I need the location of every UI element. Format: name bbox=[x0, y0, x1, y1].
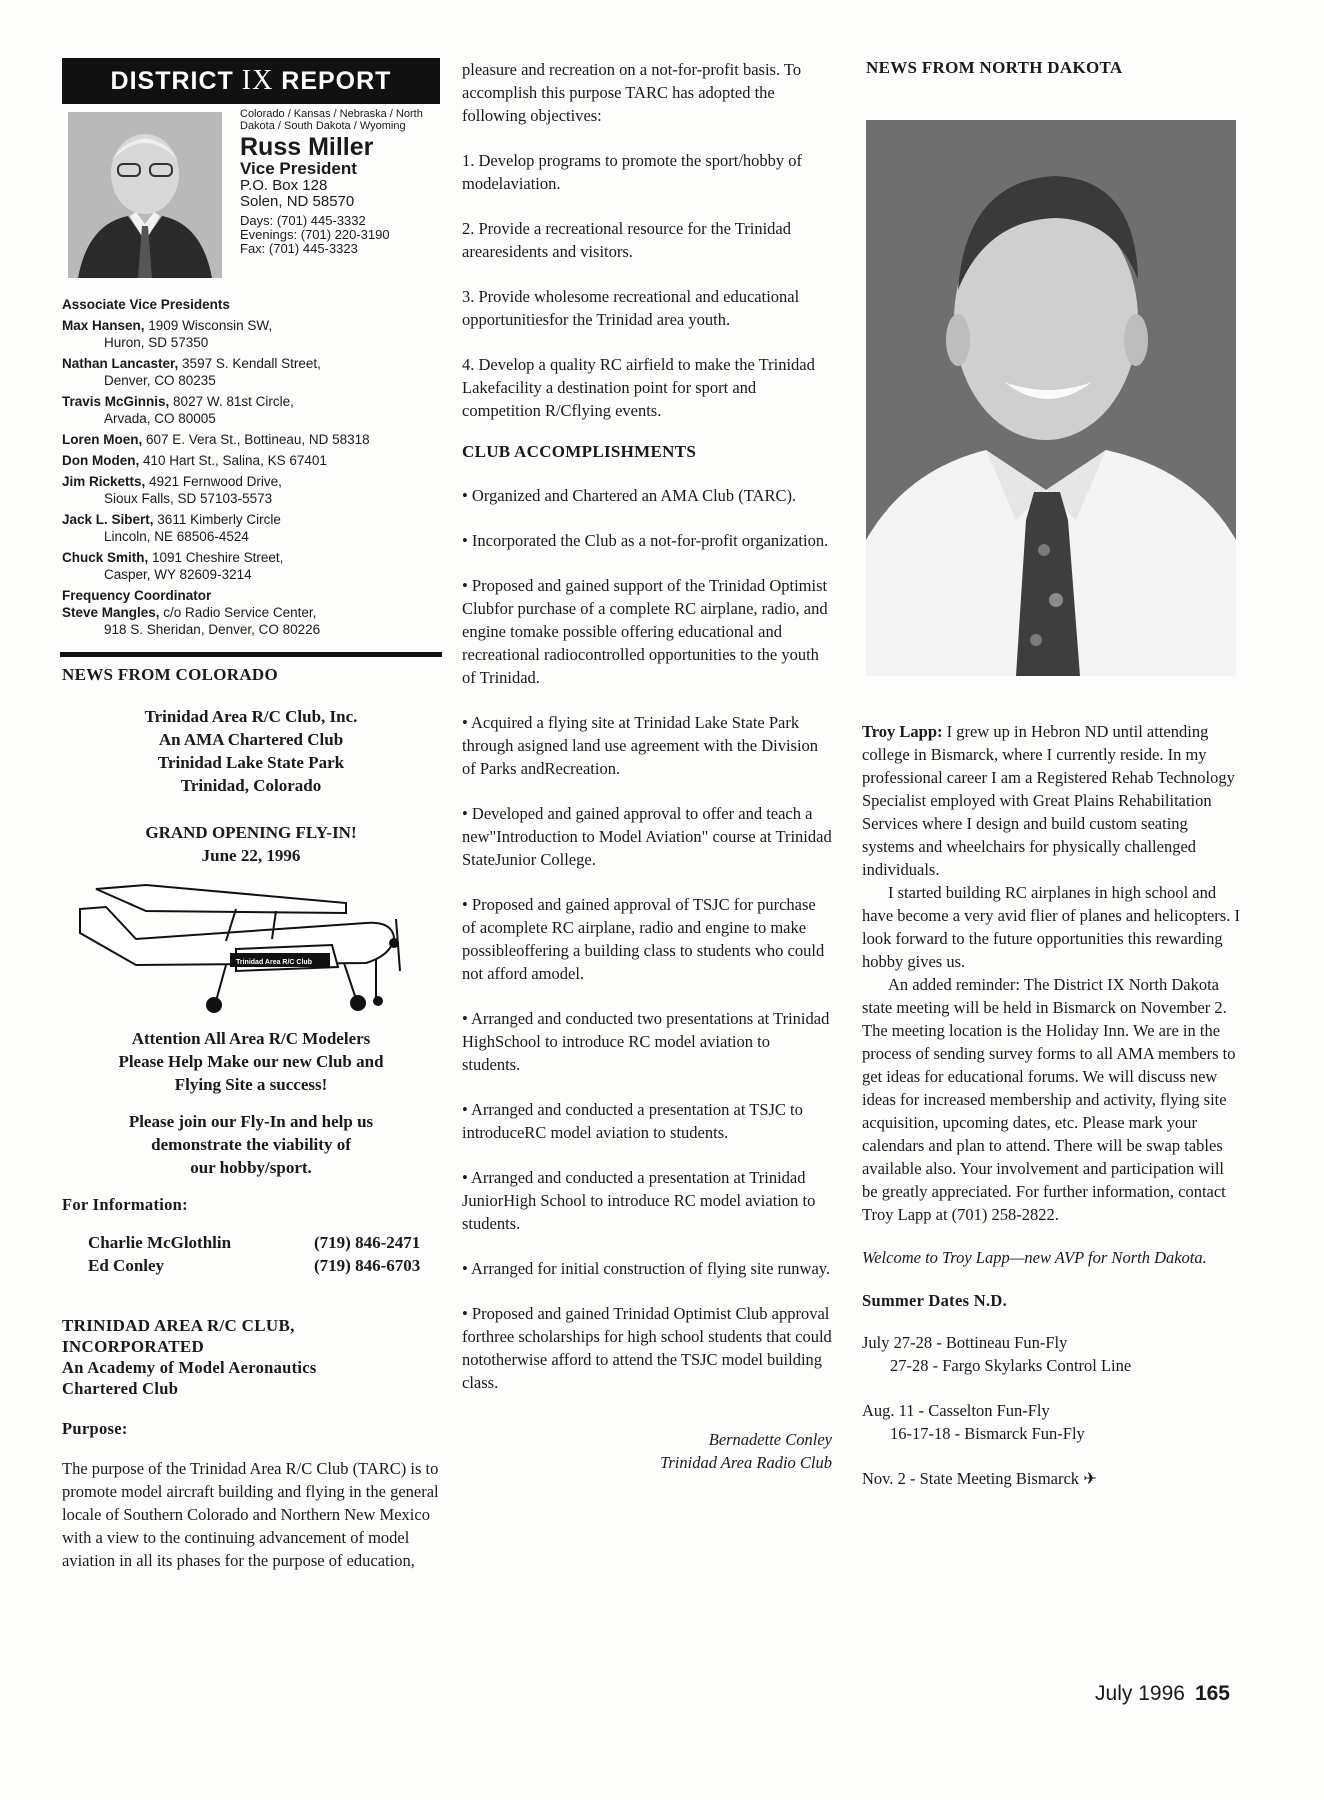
purpose-heading: Purpose: bbox=[62, 1419, 128, 1438]
attention-line: Flying Site a success! bbox=[174, 1075, 328, 1094]
assoc-line1: 607 E. Vera St., Bottineau, ND 58318 bbox=[142, 432, 370, 447]
info-heading: For Information: bbox=[62, 1195, 188, 1214]
bio-paragraph-3: An added reminder: The District IX North Dakota state meeting will be held in Bismarck on November 2. The meeting location is the Holiday Inn. We are in the process of sending survey forms to all AMA members to get ideas for educational forums. We will discuss new ideas for increased membership and activity, flying site acquisition, upcoming dates, etc. Please mark your calendars and plan to attend. There will be swap tables available also. Your involvement and participation will be greatly appreciated. For further information, contact Troy Lapp at (701) 258-2822. bbox=[862, 975, 1236, 1224]
accomplishment-item: • Acquired a flying site at Trinidad Lake State Park through asigned land use agreement with the Division of Parks andRecreation. bbox=[462, 713, 819, 778]
freq-name: Steve Mangles, bbox=[62, 605, 160, 620]
event-line: June 22, 1996 bbox=[201, 846, 301, 865]
summer-dates-heading: Summer Dates N.D. bbox=[862, 1291, 1008, 1310]
bio-name: Troy Lapp: bbox=[862, 722, 943, 741]
date-july-2: 27-28 - Fargo Skylarks Control Line bbox=[890, 1356, 1132, 1375]
freq-heading: Frequency Coordinator bbox=[62, 588, 212, 603]
join-message bbox=[62, 1110, 440, 1179]
signature-club: Trinidad Area Radio Club bbox=[660, 1453, 832, 1472]
assoc-line2: Lincoln, NE 68506-4524 bbox=[104, 529, 249, 544]
spacer bbox=[462, 1076, 832, 1098]
accomplishment-item: • Proposed and gained support of the Trinidad Optimist Clubfor purchase of a complete RC airplane, radio, and engine tomake possible offering educational and recreational radiocontrolled opportunities to the youth of Trinidad. bbox=[462, 576, 828, 687]
bio-paragraph-2: I started building RC airplanes in high school and have become a very avid flier of planes and helicopters. I look forward to the future opportunities this rewarding hobby gives us. bbox=[862, 883, 1240, 971]
accomplishment-item: • Arranged and conducted two presentations at Trinidad HighSchool to introduce RC model aviation to students. bbox=[462, 1009, 830, 1074]
freq-coordinator bbox=[62, 604, 440, 638]
accomplishment-item: • Developed and gained approval to offer and teach a new"Introduction to Model Aviation" course at Trinidad StateJunior College. bbox=[462, 804, 832, 869]
section-divider bbox=[60, 652, 442, 657]
accomplishments-list bbox=[462, 462, 832, 1394]
join-line: Please join our Fly-In and help us bbox=[128, 1112, 374, 1131]
spacer bbox=[462, 1235, 832, 1257]
bio-text-1: I grew up in Hebron ND until attending college in Bismarck, where I currently reside. In my professional career I am a Registered Rehab Technology Specialist employed with Great Plains Rehabilitation Services where I design and build custom seating systems and wheelchairs for physically challenged individuals. bbox=[862, 722, 1235, 879]
spacer bbox=[462, 780, 832, 802]
vp-name: Russ Miller bbox=[240, 133, 374, 161]
club-sub-line: Chartered Club bbox=[62, 1379, 179, 1398]
objective-item: 2. Provide a recreational resource for the Trinidad arearesidents and visitors. bbox=[462, 219, 791, 261]
assoc-entry bbox=[62, 317, 440, 351]
assoc-name: Loren Moen, bbox=[62, 432, 143, 447]
banner-suffix: REPORT bbox=[281, 67, 392, 95]
accomplishment-item: • Organized and Chartered an AMA Club (TARC). bbox=[462, 486, 797, 505]
assoc-line1: 1909 Wisconsin SW, bbox=[144, 318, 273, 333]
accomplishment-item: • Incorporated the Club as a not-for-profit organization. bbox=[462, 531, 829, 550]
join-line: our hobby/sport. bbox=[190, 1158, 312, 1177]
banner-roman: IX bbox=[241, 65, 274, 96]
objective-item: 3. Provide wholesome recreational and educational opportunitiesfor the Trinidad area youth. bbox=[462, 287, 800, 329]
club-name-line: INCORPORATED bbox=[62, 1337, 205, 1356]
left-column bbox=[62, 58, 440, 1572]
date-july-1: July 27-28 - Bottineau Fun-Fly bbox=[862, 1333, 1068, 1352]
date-aug-1: Aug. 11 - Casselton Fun-Fly bbox=[862, 1401, 1050, 1420]
vp-address-line1: P.O. Box 128 bbox=[240, 177, 328, 194]
spacer bbox=[462, 195, 832, 217]
north-dakota-heading: NEWS FROM NORTH DAKOTA bbox=[866, 58, 1123, 77]
club-announcement bbox=[62, 705, 440, 797]
issue-date: July 1996 bbox=[1095, 1682, 1185, 1705]
accomplishment-item: • Proposed and gained Trinidad Optimist Club approval forthree scholarships for high school students that could nototherwise afford to attend the TSJC model building class. bbox=[462, 1304, 832, 1392]
spacer bbox=[462, 263, 832, 285]
spacer bbox=[462, 985, 832, 1007]
attention-line: Please Help Make our new Club and bbox=[118, 1052, 384, 1071]
assoc-name: Chuck Smith, bbox=[62, 550, 149, 565]
purpose-continued: pleasure and recreation on a not-for-profit basis. To accomplish this purpose TARC has adopted the following objectives: bbox=[462, 60, 802, 125]
right-column bbox=[862, 58, 1240, 1490]
assoc-entry bbox=[62, 511, 440, 545]
spacer bbox=[462, 331, 832, 353]
club-line: Trinidad Area R/C Club, Inc. bbox=[144, 707, 358, 726]
freq-line1: c/o Radio Service Center, bbox=[159, 605, 317, 620]
summer-dates-list bbox=[862, 1331, 1240, 1490]
district-banner bbox=[62, 58, 440, 104]
assoc-line1: 4921 Fernwood Drive, bbox=[145, 474, 282, 489]
accomplishment-item: • Arranged and conducted a presentation at TSJC to introduceRC model aviation to students. bbox=[462, 1100, 803, 1142]
assoc-entries bbox=[62, 317, 440, 583]
assoc-name: Jim Ricketts, bbox=[62, 474, 146, 489]
contact-name: Ed Conley bbox=[88, 1256, 165, 1275]
banner-prefix: DISTRICT bbox=[110, 67, 234, 95]
club-line: Trinidad Lake State Park bbox=[157, 753, 345, 772]
bio-paragraph-1 bbox=[862, 720, 1240, 881]
assoc-heading: Associate Vice Presidents bbox=[62, 297, 230, 312]
contact-phone: (719) 846-6703 bbox=[314, 1256, 421, 1275]
assoc-line1: 3597 S. Kendall Street, bbox=[178, 356, 321, 371]
grand-opening bbox=[62, 821, 440, 867]
assoc-name: Max Hansen, bbox=[62, 318, 145, 333]
assoc-line2: Huron, SD 57350 bbox=[104, 335, 209, 350]
club-line: Trinidad, Colorado bbox=[180, 776, 322, 795]
assoc-name: Travis McGinnis, bbox=[62, 394, 170, 409]
club-line: An AMA Chartered Club bbox=[158, 730, 344, 749]
accomplishment-item: • Proposed and gained approval of TSJC for purchase of acomplete RC airplane, radio and engine to make possibleoffering a building class to students who could not afford amodel. bbox=[462, 895, 825, 983]
assoc-line1: 1091 Cheshire Street, bbox=[148, 550, 284, 565]
attention-message bbox=[62, 1027, 440, 1096]
assoc-line1: 410 Hart St., Salina, KS 67401 bbox=[139, 453, 327, 468]
vp-fax: Fax: (701) 445-3323 bbox=[240, 241, 358, 256]
page-footer bbox=[1095, 1682, 1230, 1706]
freq-line2: 918 S. Sheridan, Denver, CO 80226 bbox=[104, 622, 321, 637]
assoc-name: Don Moden, bbox=[62, 453, 140, 468]
assoc-entry bbox=[62, 355, 440, 389]
spacer bbox=[462, 127, 832, 149]
signature-name: Bernadette Conley bbox=[708, 1430, 832, 1449]
assoc-entry bbox=[62, 549, 440, 583]
assoc-line1: 3611 Kimberly Circle bbox=[153, 512, 281, 527]
spacer bbox=[462, 871, 832, 893]
middle-column bbox=[462, 58, 832, 1474]
vp-evenings-phone: Evenings: (701) 220-3190 bbox=[240, 227, 390, 242]
airplane-icon: ✈ bbox=[1083, 1469, 1098, 1488]
assoc-line2: Casper, WY 82609-3214 bbox=[104, 567, 252, 582]
assoc-name: Nathan Lancaster, bbox=[62, 356, 179, 371]
welcome-note: Welcome to Troy Lapp—new AVP for North Dakota. bbox=[862, 1248, 1207, 1267]
vp-contact-info bbox=[240, 108, 440, 256]
assoc-entry bbox=[62, 431, 440, 448]
club-sub-line: An Academy of Model Aeronautics bbox=[62, 1358, 317, 1377]
date-aug-2: 16-17-18 - Bismarck Fun-Fly bbox=[890, 1424, 1085, 1443]
assoc-line1: 8027 W. 81st Circle, bbox=[169, 394, 294, 409]
troy-lapp-photo bbox=[866, 120, 1236, 676]
colorado-heading: NEWS FROM COLORADO bbox=[62, 665, 279, 684]
event-line: GRAND OPENING FLY-IN! bbox=[145, 823, 357, 842]
plane-lettering: Trinidad Area R/C Club bbox=[236, 959, 312, 966]
accomplishment-item: • Arranged and conducted a presentation at Trinidad JuniorHigh School to introduce RC model aviation to students. bbox=[462, 1168, 816, 1233]
associate-vp-list bbox=[62, 296, 440, 638]
spacer bbox=[462, 1144, 832, 1166]
assoc-entry bbox=[62, 473, 440, 507]
spacer bbox=[462, 689, 832, 711]
contact-table bbox=[88, 1231, 440, 1277]
assoc-entry bbox=[62, 452, 440, 469]
spacer bbox=[462, 552, 832, 574]
assoc-line2: Arvada, CO 80005 bbox=[104, 411, 216, 426]
vp-portrait-photo bbox=[68, 112, 222, 278]
spacer bbox=[462, 507, 832, 529]
contact-name: Charlie McGlothlin bbox=[88, 1233, 232, 1252]
attention-line: Attention All Area R/C Modelers bbox=[131, 1029, 371, 1048]
airplane-illustration bbox=[76, 879, 440, 1019]
club-name-line: TRINIDAD AREA R/C CLUB, bbox=[62, 1316, 295, 1335]
vp-title: Vice President bbox=[240, 159, 357, 178]
contact-phone: (719) 846-2471 bbox=[314, 1233, 421, 1252]
vp-days-phone: Days: (701) 445-3332 bbox=[240, 213, 366, 228]
date-nov bbox=[862, 1467, 1240, 1490]
vp-address-line2: Solen, ND 58570 bbox=[240, 193, 355, 210]
spacer bbox=[462, 1280, 832, 1302]
assoc-entry bbox=[62, 393, 440, 427]
join-line: demonstrate the viability of bbox=[151, 1135, 351, 1154]
accomplishments-heading: CLUB ACCOMPLISHMENTS bbox=[462, 442, 697, 461]
assoc-line2: Denver, CO 80235 bbox=[104, 373, 216, 388]
page-number: 165 bbox=[1194, 1682, 1230, 1705]
assoc-line2: Sioux Falls, SD 57103-5573 bbox=[104, 491, 273, 506]
objectives-list bbox=[462, 127, 832, 422]
club-name bbox=[62, 1315, 440, 1357]
spacer bbox=[462, 462, 832, 484]
contact-row bbox=[88, 1231, 440, 1254]
contact-row bbox=[88, 1254, 440, 1277]
district-states: Colorado / Kansas / Nebraska / North Dakota / South Dakota / Wyoming bbox=[240, 108, 423, 132]
date-nov-text: Nov. 2 - State Meeting Bismarck bbox=[862, 1469, 1080, 1488]
vice-president-block bbox=[62, 108, 440, 290]
purpose-text: The purpose of the Trinidad Area R/C Club (TARC) is to promote model aircraft building and flying in the general locale of Southern Colorado and Northern New Mexico with a view to the continuing advancement of model aviation in all its phases for the purpose of education, bbox=[62, 1459, 439, 1570]
club-subtitle bbox=[62, 1357, 440, 1399]
accomplishment-item: • Arranged for initial construction of flying site runway. bbox=[462, 1259, 831, 1278]
objective-item: 1. Develop programs to promote the sport/hobby of modelaviation. bbox=[462, 151, 803, 193]
assoc-name: Jack L. Sibert, bbox=[62, 512, 154, 527]
objective-item: 4. Develop a quality RC airfield to make the Trinidad Lakefacility a destination point for sport and competition R/Cflying events. bbox=[462, 355, 815, 420]
